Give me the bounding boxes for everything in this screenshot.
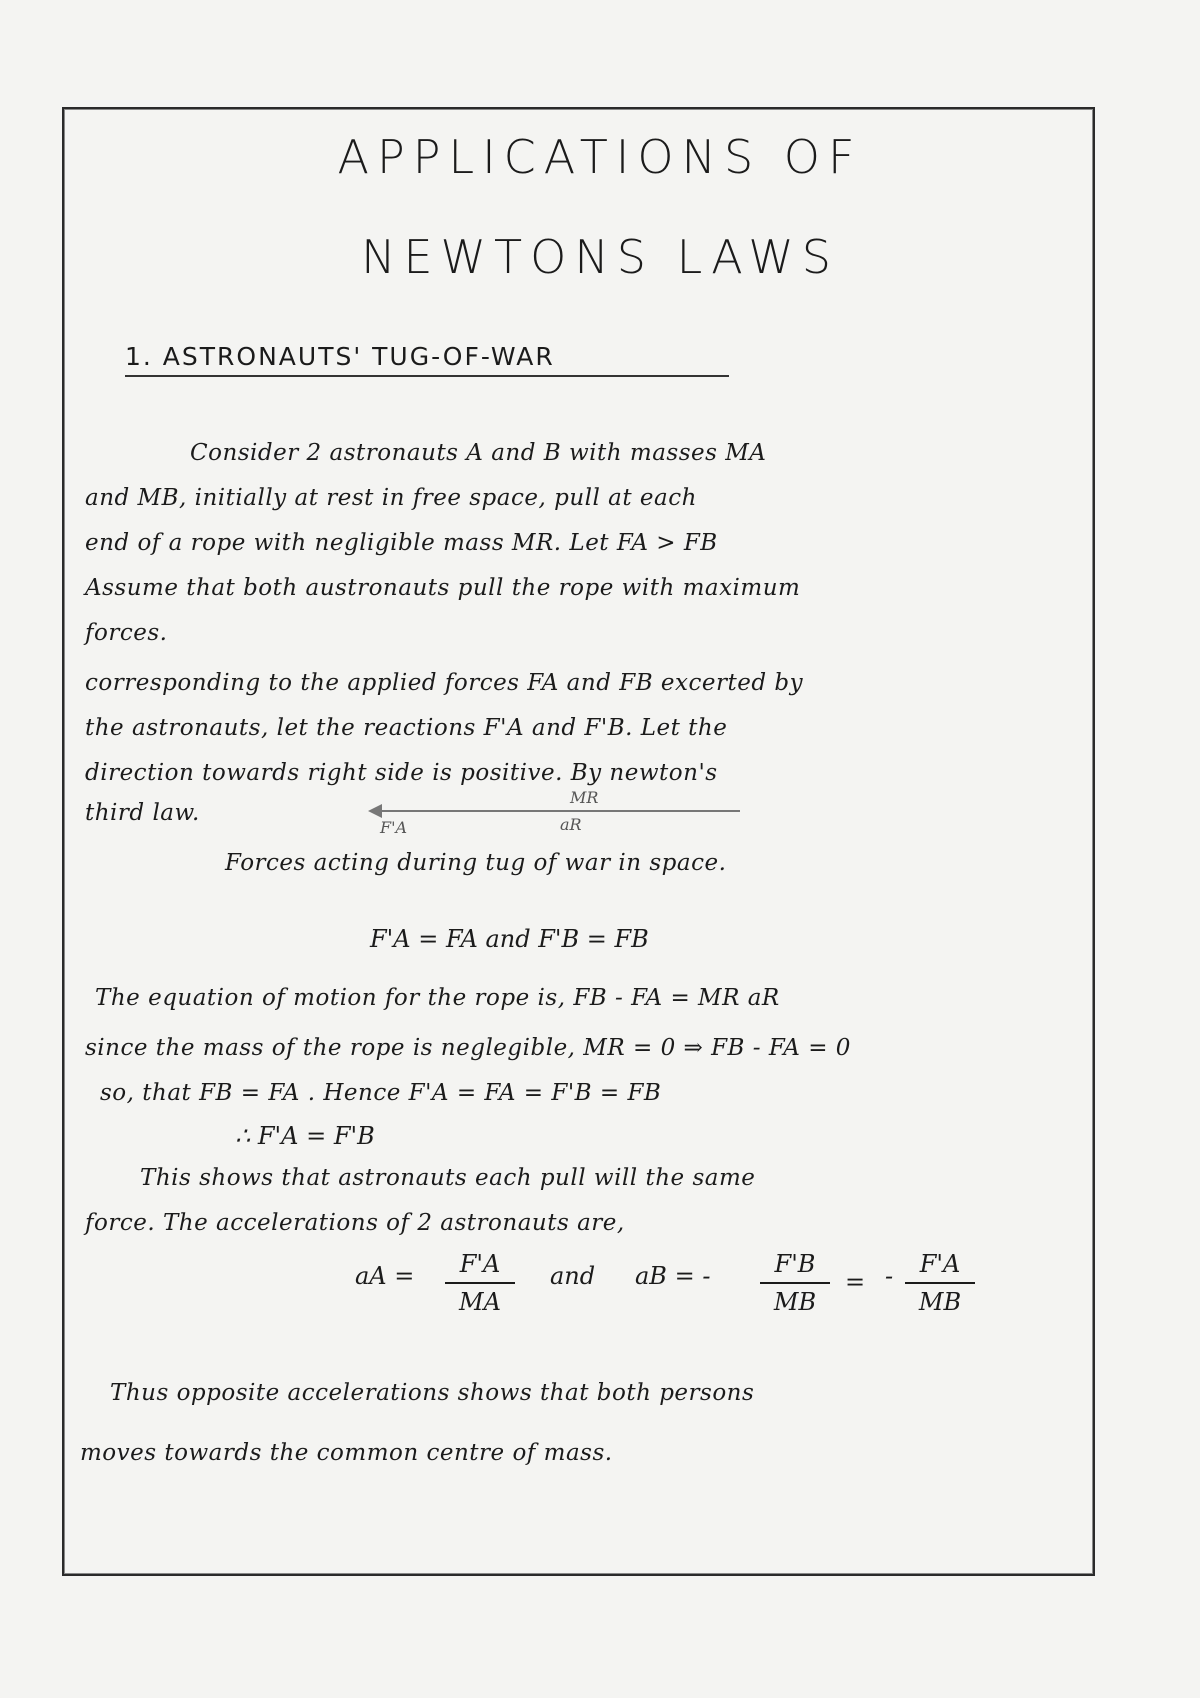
rope-arrow (380, 810, 740, 812)
fraction-bar (760, 1282, 830, 1284)
paragraph-line: Assume that both austronauts pull the rope with maximum (85, 575, 801, 601)
conclusion-line: Thus opposite accelerations shows that both persons (110, 1380, 755, 1406)
equation-reactions: F'A = FA and F'B = FB (370, 925, 649, 953)
acc-b2-label: - (885, 1262, 894, 1290)
paragraph-line: corresponding to the applied forces FA and FB excerted by (85, 670, 804, 696)
fraction-bar (445, 1282, 515, 1284)
acc-b-label: aB = - (635, 1262, 711, 1290)
acc-a-fraction (445, 1250, 515, 1316)
title-line-2: NEWTONS LAWS (361, 230, 839, 284)
paragraph-line: forces. (85, 620, 168, 646)
forces-caption: Forces acting during tug of war in space. (225, 850, 727, 876)
motion-line: so, that FB = FA . Hence F'A = FA = F'B = FB (100, 1080, 662, 1106)
diagram-label-mr: MR (570, 788, 599, 807)
motion-line: The equation of motion for the rope is, FB - FA = MR aR (95, 985, 780, 1011)
acc-and: and (550, 1262, 596, 1290)
shows-line: This shows that astronauts each pull will the same (140, 1165, 756, 1191)
section-heading: 1. ASTRONAUTS' TUG-OF-WAR (125, 342, 729, 377)
diagram-label-fa: F'A (380, 818, 408, 837)
paragraph-line: direction towards right side is positive. By newton's (85, 760, 718, 786)
paragraph-line: the astronauts, let the reactions F'A and F'B. Let the (85, 715, 728, 741)
therefore-equation: ∴ F'A = F'B (235, 1122, 375, 1150)
motion-line: since the mass of the rope is neglegible, MR = 0 ⇒ FB - FA = 0 (85, 1035, 851, 1061)
acc-a-numerator: F'A (459, 1250, 501, 1278)
fraction-bar (905, 1282, 975, 1284)
acc-b-fraction (760, 1250, 830, 1316)
conclusion-line: moves towards the common centre of mass. (80, 1440, 613, 1466)
paragraph-line: Consider 2 astronauts A and B with masses MA (190, 440, 767, 466)
acc-b2-fraction (905, 1250, 975, 1316)
acc-equals: = (845, 1268, 866, 1296)
paragraph-line: and MB, initially at rest in free space, pull at each (85, 485, 697, 511)
acc-b-numerator: F'B (774, 1250, 816, 1278)
diagram-label-ar: aR (560, 815, 582, 834)
acc-b2-numerator: F'A (919, 1250, 961, 1278)
acc-b-denominator: MB (773, 1288, 817, 1316)
title-line-1: APPLICATIONS OF (337, 130, 863, 184)
acc-b2-denominator: MB (918, 1288, 962, 1316)
paragraph-line: end of a rope with negligible mass MR. Let FA > FB (85, 530, 718, 556)
acc-a-denominator: MA (459, 1288, 501, 1316)
shows-line: force. The accelerations of 2 astronauts are, (85, 1210, 625, 1236)
acc-a-label: aA = (355, 1262, 415, 1290)
page-border (62, 107, 1095, 1576)
paragraph-line: third law. (85, 800, 200, 826)
